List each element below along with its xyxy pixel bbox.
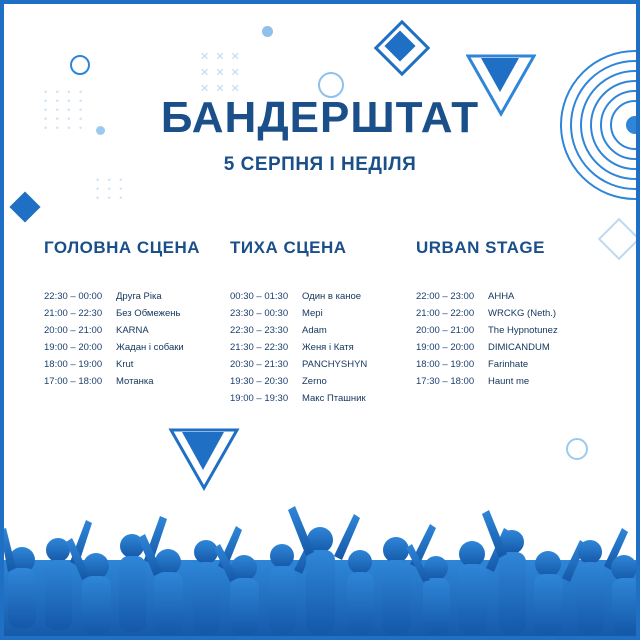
slot-artist: Женя і Катя [302, 342, 354, 353]
slot-time: 19:30 – 20:30 [230, 376, 289, 387]
dot-grid: • • • • • • • • • [96, 175, 126, 203]
stage-column-quiet [230, 238, 416, 407]
slot-time: 00:30 – 01:30 [230, 291, 289, 302]
list-item [44, 373, 230, 390]
stage-schedule [44, 238, 604, 407]
slot-artist: Zerno [302, 376, 327, 387]
list-item [230, 322, 416, 339]
slot-time: 19:00 – 19:30 [230, 393, 289, 404]
lineup-list [44, 288, 230, 390]
slot-artist: Krut [116, 359, 134, 370]
slot-artist: Друга Ріка [116, 291, 162, 302]
slot-artist: Без Обмежень [116, 308, 181, 319]
list-item [416, 373, 602, 390]
stage-column-main [44, 238, 230, 407]
slot-artist: Мері [302, 308, 323, 319]
stage-title: URBAN STAGE [416, 238, 545, 257]
slot-time: 21:00 – 22:00 [416, 308, 475, 319]
list-item [44, 288, 230, 305]
circle-filled-shape [262, 26, 273, 37]
slot-artist: Один в каное [302, 291, 362, 302]
list-item [416, 322, 602, 339]
slot-artist: Adam [302, 325, 327, 336]
slot-artist: Haunt me [488, 376, 530, 387]
crowd-silhouette [0, 410, 640, 640]
slot-time: 17:30 – 18:00 [416, 376, 475, 387]
slot-time: 20:00 – 21:00 [416, 325, 475, 336]
slot-artist: KARNA [116, 325, 149, 336]
slot-artist: DIMICANDUM [488, 342, 550, 353]
diamond-filled-shape [9, 191, 40, 222]
slot-time: 19:00 – 20:00 [44, 342, 103, 353]
slot-time: 19:00 – 20:00 [416, 342, 475, 353]
slot-artist: Макс Пташник [302, 393, 366, 404]
slot-time: 21:00 – 22:30 [44, 308, 103, 319]
slot-time: 18:00 – 19:00 [44, 359, 103, 370]
stage-title: ГОЛОВНА СЦЕНА [44, 238, 201, 257]
list-item [230, 373, 416, 390]
circle-outline-shape [70, 55, 90, 75]
x-marks-cluster: ✕ ✕ ✕ ✕ ✕ ✕ ✕ ✕ ✕ [200, 51, 240, 95]
list-item [44, 339, 230, 356]
slot-artist: AHHA [488, 291, 515, 302]
list-item [416, 288, 602, 305]
slot-time: 23:30 – 00:30 [230, 308, 289, 319]
slot-time: 21:30 – 22:30 [230, 342, 289, 353]
slot-artist: WRCKG (Neth.) [488, 308, 557, 319]
stage-title: ТИХА СЦЕНА [230, 238, 347, 257]
dot-grid: • • • • • • • • • • • • • • • • • • • • [44, 87, 86, 133]
diamond-outline-shape [374, 20, 431, 77]
festival-date: 5 СЕРПНЯ І НЕДІЛЯ [223, 154, 417, 175]
stage-column-urban [416, 238, 602, 407]
diamond-outline-shape [598, 218, 640, 260]
slot-artist: The Hypnotunez [488, 325, 558, 336]
list-item [416, 339, 602, 356]
title-block [0, 93, 640, 176]
list-item [416, 305, 602, 322]
slot-artist: Жадан і собаки [116, 342, 184, 353]
slot-time: 18:00 – 19:00 [416, 359, 475, 370]
slot-time: 17:00 – 18:00 [44, 376, 103, 387]
list-item [230, 356, 416, 373]
slot-time: 22:30 – 23:30 [230, 325, 289, 336]
slot-time: 20:00 – 21:00 [44, 325, 103, 336]
slot-time: 22:00 – 23:00 [416, 291, 475, 302]
list-item [44, 322, 230, 339]
list-item [230, 390, 416, 407]
list-item [44, 356, 230, 373]
list-item [230, 339, 416, 356]
slot-artist: Farinhate [488, 359, 529, 370]
lineup-list [230, 288, 416, 407]
triangle-solid-icon [481, 58, 521, 98]
page-title: БАНДЕРШТАТ [160, 93, 480, 142]
slot-artist: Мотанка [116, 376, 154, 387]
lineup-list [416, 288, 602, 390]
slot-time: 20:30 – 21:30 [230, 359, 289, 370]
slot-time: 22:30 – 00:00 [44, 291, 103, 302]
diamond-filled-shape [384, 30, 415, 61]
slot-artist: PANCHYSHYN [302, 359, 368, 370]
list-item [230, 305, 416, 322]
list-item [416, 356, 602, 373]
list-item [230, 288, 416, 305]
list-item [44, 305, 230, 322]
